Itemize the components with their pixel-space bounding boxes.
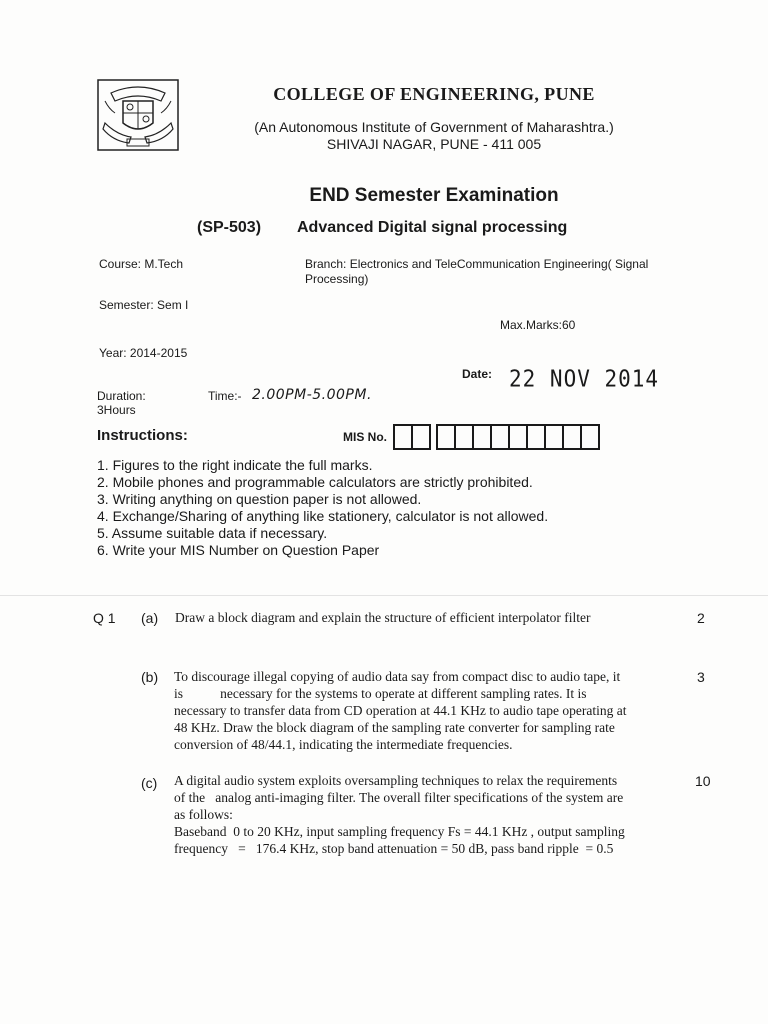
mis-group-1[interactable] <box>393 424 431 450</box>
date-label: Date: <box>462 367 493 381</box>
mis-box[interactable] <box>510 426 528 448</box>
mis-box[interactable] <box>564 426 582 448</box>
instructions-list <box>97 457 548 559</box>
text-line: frequency = 176.4 KHz, stop band attenuation = 50 dB, pass band ripple = 0.5 <box>174 841 614 856</box>
instruction-item: 3. Writing anything on question paper is not allowed. <box>97 491 422 507</box>
text-line: A digital audio system exploits oversampling techniques to relax the requirements <box>174 773 618 788</box>
mis-box[interactable] <box>456 426 474 448</box>
text-line: is necessary for the systems to operate at different sampling rates. It is <box>174 686 587 701</box>
exam-title: END Semester Examination <box>309 185 559 206</box>
mis-number-boxes[interactable] <box>393 424 605 450</box>
text-line: necessary to transfer data from CD operation at 44.1 KHz to audio tape operating at <box>174 703 627 718</box>
instruction-item: 2. Mobile phones and programmable calculators are strictly prohibited. <box>97 474 533 490</box>
subquestion-marks: 2 <box>697 610 705 626</box>
time-value-handwritten: 2.00PM-5.00PM. <box>252 387 372 403</box>
section-divider <box>0 595 768 596</box>
mis-box[interactable] <box>395 426 413 448</box>
course-info: Course: M.Tech <box>99 257 184 271</box>
time-label: Time:- <box>208 389 242 403</box>
max-marks: Max.Marks:60 <box>500 318 576 332</box>
mis-box[interactable] <box>413 426 429 448</box>
duration-info <box>97 389 146 417</box>
mis-box[interactable] <box>528 426 546 448</box>
subquestion-text <box>174 772 686 857</box>
address-line: SHIVAJI NAGAR, PUNE - 411 005 <box>326 136 542 152</box>
mis-box[interactable] <box>438 426 456 448</box>
subject-name: Advanced Digital signal processing <box>297 219 568 236</box>
mis-box[interactable] <box>582 426 598 448</box>
college-logo <box>97 79 179 151</box>
duration-value: 3Hours <box>97 403 136 417</box>
subject-code: (SP-503) <box>197 219 262 236</box>
mis-label: MIS No. <box>343 430 387 444</box>
mis-box[interactable] <box>546 426 564 448</box>
text-line: of the analog anti-imaging filter. The overall filter specifications of the system are <box>174 790 624 805</box>
duration-label: Duration: <box>97 389 146 403</box>
text-line: 48 KHz. Draw the block diagram of the sampling rate converter for sampling rate <box>174 720 615 735</box>
subquestion-label: (a) <box>141 610 159 626</box>
college-name: COLLEGE OF ENGINEERING, PUNE <box>273 84 595 104</box>
text-line: To discourage illegal copying of audio data say from compact disc to audio tape, it <box>174 669 621 684</box>
instruction-item: 4. Exchange/Sharing of anything like stationery, calculator is not allowed. <box>97 508 549 524</box>
subquestion-text <box>174 668 685 753</box>
instructions-title: Instructions: <box>97 427 188 444</box>
mis-box[interactable] <box>474 426 492 448</box>
subquestion-marks: 10 <box>695 773 711 789</box>
mis-box[interactable] <box>492 426 510 448</box>
question-number: Q 1 <box>93 610 116 626</box>
subquestion-text: Draw a block diagram and explain the structure of efficient interpolator filter <box>175 610 591 625</box>
branch-info: Branch: Electronics and TeleCommunication Engineering( Signal Processing) <box>305 257 649 286</box>
instruction-item: 1. Figures to the right indicate the full marks. <box>97 457 373 473</box>
instruction-item: 5. Assume suitable data if necessary. <box>97 525 328 541</box>
semester-info: Semester: Sem I <box>99 298 189 312</box>
mis-group-2[interactable] <box>436 424 600 450</box>
text-line: conversion of 48/44.1, indicating the intermediate frequencies. <box>174 737 513 752</box>
text-line: as follows: <box>174 807 233 822</box>
subquestion-label: (c) <box>141 775 158 791</box>
date-stamp: 22 NOV 2014 <box>509 365 660 393</box>
subquestion-marks: 3 <box>697 669 705 685</box>
subquestion-label: (b) <box>141 669 159 685</box>
institute-line: (An Autonomous Institute of Government of Maharashtra.) <box>254 119 614 135</box>
instruction-item: 6. Write your MIS Number on Question Paper <box>97 542 380 558</box>
text-line: Baseband 0 to 20 KHz, input sampling frequency Fs = 44.1 KHz , output sampling <box>174 824 625 839</box>
year-info: Year: 2014-2015 <box>99 346 188 360</box>
